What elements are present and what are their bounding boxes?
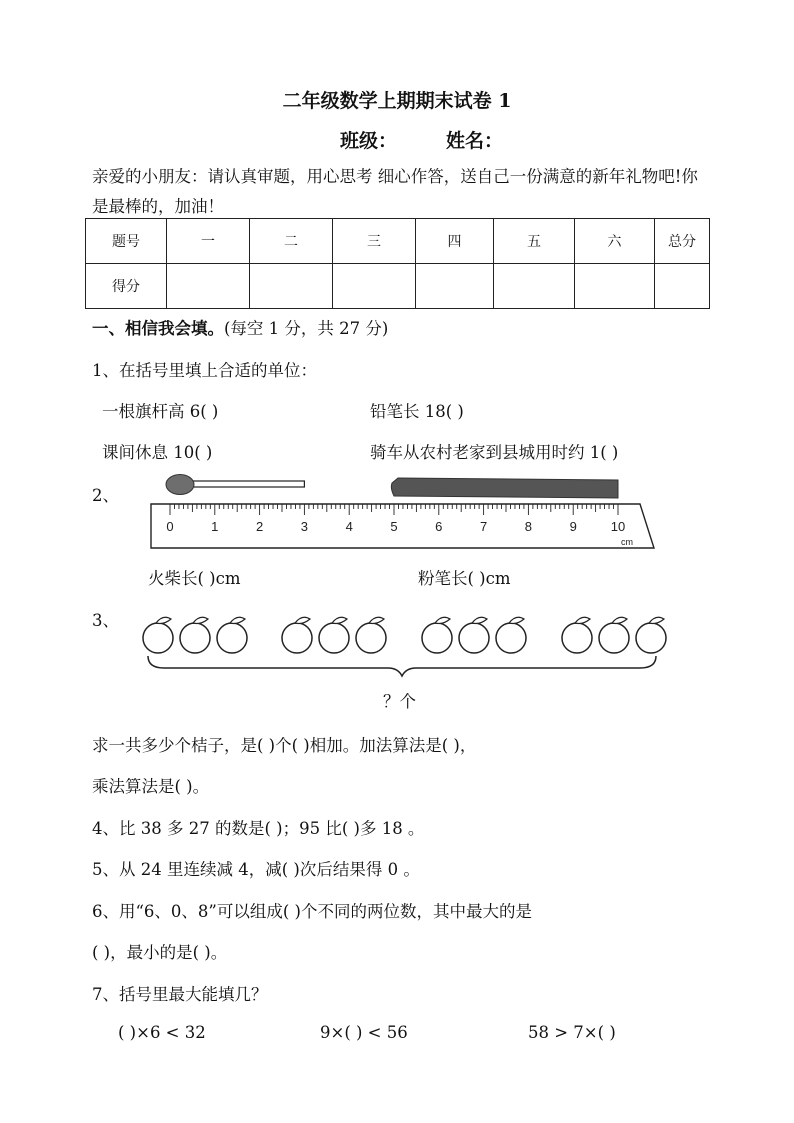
question-3-number: 3、 <box>92 611 119 630</box>
ruler-tick-label: 3 <box>300 519 309 534</box>
ruler-tick-label: 9 <box>569 519 577 534</box>
orange <box>562 623 592 653</box>
ruler-figure <box>150 470 655 552</box>
orange <box>599 623 629 653</box>
section-title: 一、相信我会填。 <box>92 319 224 338</box>
orange <box>282 623 312 653</box>
score-table-header-row <box>86 219 710 264</box>
question-6-line: 6、用“6、0、8”可以组成( )个不同的两位数，其中最大的是 <box>92 902 532 921</box>
score-cell[interactable] <box>655 264 710 309</box>
ruler-tick-label: 1 <box>211 519 219 534</box>
orange <box>143 623 173 653</box>
orange-leaf <box>230 617 245 623</box>
orange-leaf <box>649 617 664 623</box>
score-cell[interactable] <box>250 264 333 309</box>
ruler-tick-label: 7 <box>479 519 488 534</box>
question-1-item: 课间休息 10( ) <box>102 443 213 462</box>
ruler-tick-label: 10 <box>610 519 626 534</box>
orange <box>180 623 210 653</box>
name-label: 姓名： <box>446 130 504 152</box>
question-6-line: ( )，最小的是( )。 <box>92 943 228 962</box>
table-cell: 题号 <box>86 219 167 264</box>
table-cell: 三 <box>333 219 416 264</box>
score-cell[interactable] <box>167 264 250 309</box>
question-1-prompt: 1、在括号里填上合适的单位： <box>92 361 317 380</box>
class-label: 班级： <box>340 130 398 152</box>
question-2-number: 2、 <box>92 486 119 505</box>
brace <box>148 656 656 676</box>
table-cell: 四 <box>416 219 494 264</box>
score-cell[interactable] <box>333 264 416 309</box>
ruler-unit-label: cm <box>621 537 633 547</box>
orange <box>319 623 349 653</box>
orange-leaf <box>612 617 627 623</box>
question-7-item: 9×( ) < 56 <box>320 1023 408 1042</box>
question-1-item: 铅笔长 18( ) <box>370 402 464 421</box>
page-title: 二年级数学上期期末试卷 1 <box>282 90 512 112</box>
question-7-item: ( )×6 < 32 <box>118 1023 206 1042</box>
question-3-line: 乘法算法是( )。 <box>92 777 210 796</box>
score-cell[interactable] <box>416 264 494 309</box>
match-head <box>166 475 194 495</box>
orange-leaf <box>435 617 450 623</box>
score-table <box>85 218 710 309</box>
ruler-body <box>151 504 654 548</box>
chalk-length-label: 粉笔长( )cm <box>418 569 511 588</box>
section-heading <box>92 315 388 339</box>
orange <box>496 623 526 653</box>
score-cell[interactable] <box>494 264 575 309</box>
question-7-prompt: 7、括号里最大能填几？ <box>92 985 268 1004</box>
table-cell: 五 <box>494 219 575 264</box>
orange-leaf <box>575 617 590 623</box>
table-cell: 一 <box>167 219 250 264</box>
orange-leaf <box>369 617 384 623</box>
question-7-item: 58 > 7×( ) <box>528 1023 616 1042</box>
question-1-item: 一根旗杆高 6( ) <box>102 402 219 421</box>
chalk <box>391 478 618 498</box>
orange <box>356 623 386 653</box>
table-cell: 总分 <box>655 219 710 264</box>
ruler-tick-label: 8 <box>524 519 533 534</box>
orange <box>636 623 666 653</box>
oranges-figure <box>140 612 670 677</box>
ruler-tick-label: 4 <box>345 519 353 534</box>
match-stick <box>188 481 304 487</box>
orange-leaf <box>193 617 208 623</box>
question-5: 5、从 24 里连续减 4，减( )次后结果得 0 。 <box>92 860 420 879</box>
ruler-tick-label: 2 <box>255 519 264 534</box>
table-cell: 二 <box>250 219 333 264</box>
question-3-line: 求一共多少个桔子，是( )个( )相加。加法算法是( )， <box>92 736 477 755</box>
question-1-item: 骑车从农村老家到县城用时约 1( ) <box>370 443 619 462</box>
ruler-tick-label: 0 <box>166 519 174 534</box>
orange <box>459 623 489 653</box>
orange-leaf <box>472 617 487 623</box>
match-length-label: 火柴长( )cm <box>148 569 241 588</box>
orange <box>422 623 452 653</box>
orange-leaf <box>509 617 524 623</box>
total-question-mark: ？个 <box>383 692 416 711</box>
table-cell: 得分 <box>86 264 167 309</box>
orange-leaf <box>156 617 171 623</box>
intro-text: 亲爱的小朋友：请认真审题，用心思考 细心作答，送自己一份满意的新年礼物吧!你是最棒的，加油！ <box>92 167 698 216</box>
orange-leaf <box>295 617 310 623</box>
ruler-tick-label: 5 <box>390 519 398 534</box>
ruler-tick-label: 6 <box>435 519 443 534</box>
orange <box>217 623 247 653</box>
question-4: 4、比 38 多 27 的数是( )；95 比( )多 18 。 <box>92 819 425 838</box>
table-cell: 六 <box>575 219 655 264</box>
section-points: (每空 1 分，共 27 分) <box>224 319 389 338</box>
score-cell[interactable] <box>575 264 655 309</box>
orange-leaf <box>332 617 347 623</box>
score-table-score-row <box>86 264 710 309</box>
